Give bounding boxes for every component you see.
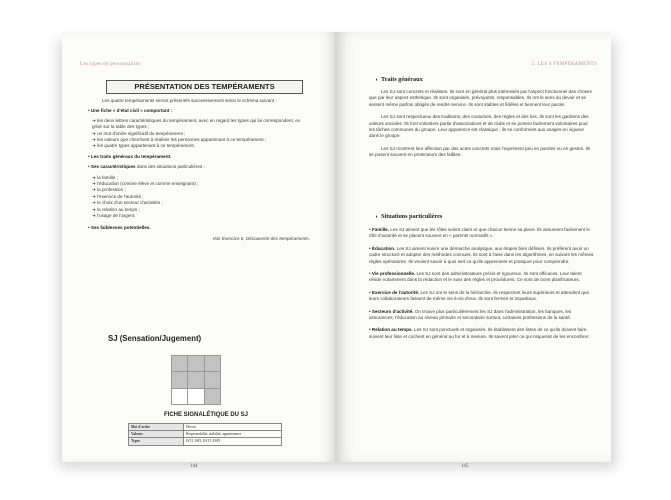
- triangle-bullet-icon: ◗: [375, 215, 379, 220]
- bullet-caracteristiques-label: • Ses caractéristiques: [88, 164, 136, 170]
- heading-situations-label: Situations particulières: [381, 213, 443, 220]
- right-body-top: [369, 89, 595, 159]
- paragraph: Les SJ sont respectueux des traditions, des coutumes, des règles et des lois. Ils sont les gardiens des valeurs sociales. Ils font volontiers partie d'associations et de clubs et se portent facilement volontaires pour les tâches communes du groupe. Leur apparence est classique ; ils se conforment aux usages en vigueur dans le groupe.: [369, 114, 589, 139]
- list-item: ➜ la profession ;: [92, 187, 126, 193]
- list-item: ➜ l'usage de l'argent.: [92, 213, 136, 219]
- situation-label: • Vie professionnelle.: [369, 271, 416, 277]
- bullet-traits: • Les traits généraux du tempérament.: [88, 153, 172, 159]
- right-page: [335, 32, 611, 469]
- table-cell-key: Valeurs: [129, 431, 184, 438]
- list-item: ➜ l'éducation (comme élève et comme enseignant) ;: [92, 181, 199, 187]
- situation-label: • Famille.: [369, 227, 389, 232]
- list-item: ➜ la relation au temps ;: [92, 206, 140, 212]
- heading-situations: [375, 213, 442, 220]
- grid-cell-shaded: [172, 356, 187, 371]
- list-item: ➜ les quatre types appartenant à ce tempérament.: [92, 143, 195, 149]
- section-title: PRÉSENTATION DES TEMPÉRAMENTS: [106, 80, 303, 94]
- exercise-reference: Voir Exercice 6, Découverte des tempéraments.: [212, 235, 310, 241]
- fiche-table: [128, 423, 282, 446]
- situation-paragraph: [369, 309, 595, 322]
- situation-label: • Exercice de l'autorité.: [369, 289, 420, 295]
- situation-text: Les SJ ont le sens de la hiérarchie. Ils respectent leurs supérieurs et attendent que leurs collaborateurs fassent de même vis-à-vis d'eux. Ils sont fermes et impartiaux.: [369, 289, 590, 302]
- fiche-items: [88, 118, 310, 150]
- right-page-number: 145: [461, 464, 469, 469]
- types-table-grid: [171, 355, 221, 405]
- intro-paragraph: Les quatre tempéraments seront présentés successivement selon le schéma suivant :: [102, 98, 277, 103]
- situation-label: • Secteurs d'activité.: [369, 308, 414, 314]
- list-item: ➜ les valeurs que cherchent à réaliser les personnes appartenant à ce tempérament ;: [92, 137, 267, 143]
- grid-cell-shaded: [205, 372, 220, 387]
- table-row: [129, 431, 282, 438]
- situation-paragraph: [369, 290, 595, 303]
- situation-paragraph: [369, 271, 595, 284]
- triangle-bullet-icon: ◗: [375, 78, 379, 83]
- grid-cell-empty: [188, 389, 203, 404]
- paragraph: Les SJ sont concrets et réalistes. Ils sont en général plus intéressés par l'aspect fonctionnel des choses que par leur aspect esthétique. Ils sont organisés, prévoyants, responsables. Ils ont le sens du devoir et se sentent même parfois obligés de rendre service. Ils sont stables et fidèles et tiennent leur parole.: [369, 89, 592, 107]
- situation-paragraph: [369, 246, 595, 265]
- situation-label: • Relation au temps.: [369, 327, 413, 333]
- grid-cell-shaded: [205, 389, 220, 404]
- left-page: [62, 32, 335, 469]
- left-page-number: 144: [190, 464, 198, 469]
- grid-cell-shaded: [172, 372, 187, 387]
- situation-paragraph: [369, 327, 595, 340]
- table-cell-value: Responsabilité, stabilité, appartenance: [184, 431, 282, 438]
- situation-paragraph: [369, 227, 595, 240]
- sj-heading: SJ (Sensation/Jugement): [108, 334, 202, 343]
- situation-text: Les SJ sont des administrateurs précis et rigoureux. Ils sont efficaces. Leur talent réside notamment dans la rédaction et le suivi des règles et procédures. Ce sont de bons planificateurs.: [369, 271, 582, 283]
- table-row: [129, 424, 282, 431]
- table-cell-key: Types: [129, 438, 184, 445]
- left-running-head: Les types de personnalités: [80, 62, 141, 67]
- heading-traits-label: Traits généraux: [381, 76, 423, 83]
- situation-text: Les SJ sont ponctuels et organisés. Ils établissent des listes de ce qu'ils doivent faire, suivent leur liste et cochent en général au fur et à mesure. Ils savent jeter ce qui risquerait de les encombrer.: [369, 327, 590, 339]
- situation-text: On trouve plus particulièrement les SJ dans l'administration, les banques, les assurances, l'éducation au niveau primaire et secondaire surtout, certaines professions de la santé.: [369, 308, 572, 321]
- grid-cell-shaded: [188, 372, 203, 387]
- list-item: ➜ la famille ;: [92, 174, 118, 180]
- bullet-faiblesses: • Ses faiblesses potentielles.: [88, 224, 151, 230]
- bullet-caracteristiques-text: dans des situations particulières :: [135, 164, 205, 170]
- situation-text: Les SJ aiment suivre une démarche analytique, aux étapes bien définies. Ils préfèrent avoir un cadre structuré et adopter des méthodes connues. Ils sont à l'aise dans les algorithmes, en suivant les mêmes règles opératoires. Ils veulent savoir à quoi sert ce qu'ils apprennent et pratiquer pour comprendre.: [369, 245, 594, 264]
- right-running-head: 2. LES 4 TEMPÉRAMENTS: [531, 62, 597, 67]
- bullet-fiche: • Une fiche « d'état civil » comportant :: [88, 108, 173, 114]
- situation-label: • Éducation.: [369, 245, 396, 251]
- paragraph: Les SJ montrent leur affection par des actes concrets mais l'expriment peu en paroles ou en gestes. Ils se posent souvent en protecteurs des faibles.: [369, 145, 591, 158]
- list-item: ➜ les deux lettres caractéristiques du tempérament, avec en regard les types qui lui correspondent, en grisé sur la table des types ;: [92, 117, 301, 130]
- list-item: ➜ le choix d'un secteur d'activités ;: [92, 200, 163, 206]
- right-body-situations: [369, 227, 595, 340]
- grid-cell-shaded: [188, 356, 203, 371]
- situation-text: Les SJ aiment que les rôles soient clairs et que chacun tienne sa place. Ils assument facilement le rôle d'autorité et se placent souvent en « parents normatifs ».: [369, 227, 590, 239]
- table-cell-key: Mot d'ordre: [129, 424, 184, 431]
- grid-cell-empty: [172, 389, 187, 404]
- left-body: [88, 98, 310, 242]
- table-cell-value: Devoir: [184, 424, 282, 431]
- grid-cell-shaded: [205, 356, 220, 371]
- situation-items: [88, 175, 310, 220]
- table-row: [129, 438, 282, 445]
- list-item: ➜ un mot d'ordre significatif du tempérament ;: [92, 130, 186, 136]
- list-item: ➜ l'exercice de l'autorité ;: [92, 193, 144, 199]
- heading-traits-generaux: [375, 76, 423, 83]
- fiche-title: FICHE SIGNALÉTIQUE DU SJ: [163, 412, 248, 418]
- table-cell-value: ISTJ, ISFJ, ESTJ, ESFJ: [184, 438, 282, 445]
